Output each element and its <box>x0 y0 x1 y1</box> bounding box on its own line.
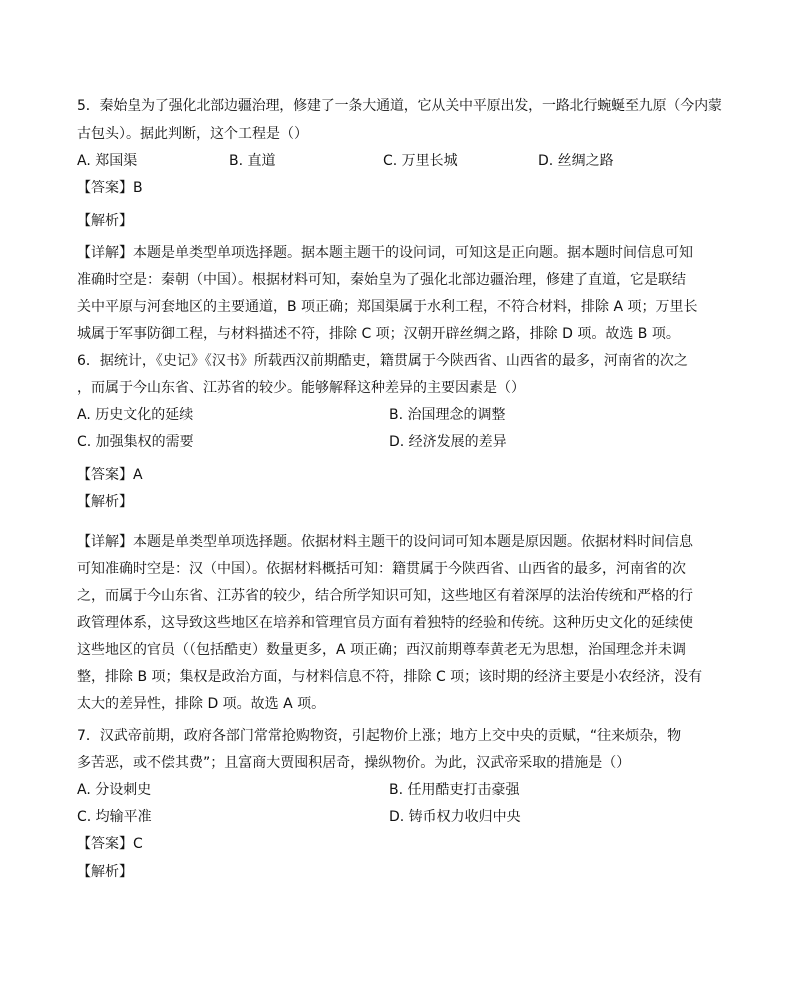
q5-option-d: D. 丝绸之路 <box>538 153 614 169</box>
q5-analysis-label: 【解析】 <box>77 213 133 229</box>
q6-option-d: D. 经济发展的差异 <box>389 434 507 450</box>
q5-option-a: A. 郑国渠 <box>77 153 138 169</box>
q6-answer: 【答案】A <box>77 467 143 483</box>
q7-stem-line-1: 7．汉武帝前期，政府各部门常常抢购物资，引起物价上涨；地方上交中央的贡赋，“往来烦杂，物 <box>77 728 682 744</box>
q5-detail-line-1: 【详解】本题是单类型单项选择题。据本题主题干的设问词，可知这是正向题。据本题时间信息可知 <box>77 245 693 261</box>
q7-answer: 【答案】C <box>77 836 143 852</box>
q5-detail-line-4: 城属于军事防御工程，与材料描述不符，排除 C 项；汉朝开辟丝绸之路，排除 D 项。故选 B 项。 <box>77 326 680 342</box>
q6-detail-line-3: 之，而属于今山东省、江苏省的较少，结合所学知识可知，这些地区有着深厚的法治传统和严格的行 <box>77 588 693 604</box>
q6-detail-line-1: 【详解】本题是单类型单项选择题。依据材料主题干的设问词可知本题是原因题。依据材料时间信息 <box>77 534 693 550</box>
q6-stem-line-1: 6．据统计，《史记》《汉书》所载西汉前期酷吏，籍贯属于今陕西省、山西省的最多，河南省的次之 <box>77 353 688 369</box>
q5-stem-line-2: 古包头）。据此判断，这个工程是（） <box>77 126 308 142</box>
q5-option-c: C. 万里长城 <box>383 153 458 169</box>
q6-option-b: B. 治国理念的调整 <box>389 407 506 423</box>
q5-detail-line-3: 关中平原与河套地区的主要通道，B 项正确；郑国渠属于水利工程，不符合材料，排除 A 项；万里长 <box>77 299 698 315</box>
q5-answer: 【答案】B <box>77 180 143 196</box>
q6-detail-line-5: 这些地区的官员（（包括酷吏）数量更多，A 项正确；西汉前期尊奉黄老无为思想，治国理念并未调 <box>77 642 687 658</box>
q6-detail-line-2: 可知准确时空是：汉（中国）。依据材料概括可知：籍贯属于今陕西省、山西省的最多，河南省的次 <box>77 561 686 577</box>
q5-stem-line-1: 5．秦始皇为了强化北部边疆治理，修建了一条大通道，它从关中平原出发，一路北行蜿蜒至九原（今内蒙 <box>77 98 722 114</box>
q5-detail-line-2: 准确时空是：秦朝（中国）。根据材料可知，秦始皇为了强化北部边疆治理，修建了直道，它是联结 <box>77 272 686 288</box>
q7-option-d: D. 铸币权力收归中央 <box>389 809 521 825</box>
q7-analysis-label: 【解析】 <box>77 864 133 880</box>
q7-option-a: A. 分设刺史 <box>77 782 152 798</box>
q6-analysis-label: 【解析】 <box>77 494 133 510</box>
q7-stem-line-2: 多苦恶，或不偿其费”；且富商大贾囤积居奇，操纵物价。为此，汉武帝采取的措施是（） <box>77 755 631 771</box>
q6-detail-line-6: 整，排除 B 项；集权是政治方面，与材料信息不符，排除 C 项；该时期的经济主要是小农经济，没有 <box>77 669 703 685</box>
q6-option-a: A. 历史文化的延续 <box>77 407 194 423</box>
q5-option-b: B. 直道 <box>229 153 276 169</box>
q6-option-c: C. 加强集权的需要 <box>77 434 194 450</box>
q6-detail-line-7: 太大的差异性，排除 D 项。故选 A 项。 <box>77 696 326 712</box>
q6-detail-line-4: 政管理体系，这导致这些地区在培养和管理官员方面有着独特的经验和传统。这种历史文化的延续使 <box>77 615 693 631</box>
q7-option-c: C. 均输平准 <box>77 809 152 825</box>
q6-stem-line-2: ，而属于今山东省、江苏省的较少。能够解释这种差异的主要因素是（） <box>77 380 525 396</box>
q7-option-b: B. 任用酷吏打击豪强 <box>389 782 520 798</box>
